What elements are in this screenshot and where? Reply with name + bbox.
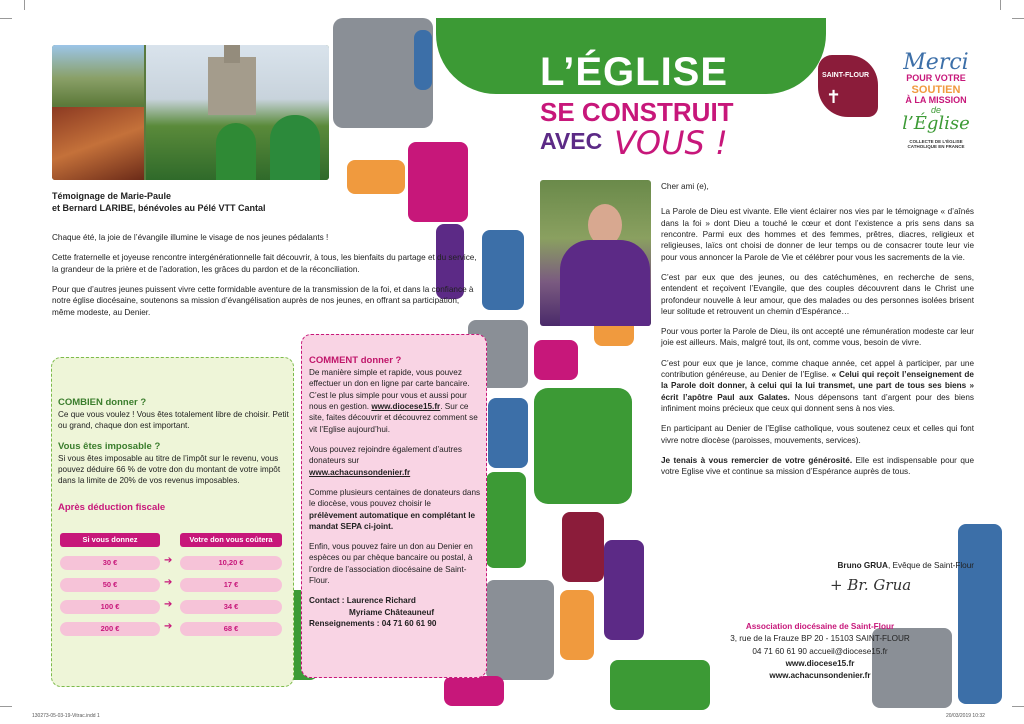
comment-p3-bold: prélèvement automatique en complétant le mandat SEPA ci-joint. (309, 510, 476, 531)
testimony-text (52, 232, 482, 327)
soutien-text: SOUTIEN (911, 83, 961, 96)
footer-street: 3, rue de la Frauze BP 20 - 15103 SAINT-FLOUR (730, 634, 910, 644)
bishop-title: , Evêque de Saint-Flour (887, 561, 974, 570)
combien-heading: COMBIEN donner ? (58, 397, 147, 408)
photo-church (146, 45, 329, 180)
comment-p2-text: Vous pouvez rejoindre également d’autres donateurs sur (309, 444, 462, 466)
letter-p4 (661, 358, 974, 415)
letter-greeting: Cher ami (e), (661, 182, 709, 191)
title-line-2: SE CONSTRUIT (540, 97, 734, 127)
diocese-logo-text: SAINT-FLOUR (822, 72, 870, 79)
comment-p3 (309, 487, 481, 532)
signature: + Br. Grua (830, 576, 912, 594)
footer-contact: 04 71 60 61 90 accueil@diocese15.fr (752, 646, 888, 656)
crop-mark (24, 0, 25, 10)
combien-text: Ce que vous voulez ! Vous êtes totalement libre de choisir. Petit ou grand, chaque don est important. (58, 410, 289, 431)
title-vous: VOUS ! (614, 124, 728, 162)
table-header-give: Si vous donnez (60, 533, 160, 547)
comment-p2 (309, 444, 481, 478)
comment-heading: COMMENT donner ? (309, 355, 402, 366)
diocese-link[interactable]: www.diocese15.fr (371, 402, 441, 412)
comment-p1-text: De manière simple et rapide, vous pouvez effectuer un don en ligne par carte bancaire. C’est le plus simple pour vous et aussi pour nous en gestion. (309, 368, 470, 412)
arrow-right-icon: ➔ (164, 555, 173, 566)
table-cell-cost: 68 € (180, 622, 282, 636)
letter-p4-quote: « Celui qui reçoit l’enseignement de la Parole doit donner, à celui qui la lui transmet, une part de tous ses biens » écrit l’apôtre Paul aux Galates. (661, 370, 974, 402)
comment-p4: Enfin, vous pouvez faire un don au Denier en espèces ou par chèque bancaire ou postal, à l’ordre de l’association diocésaine de Saint-Flour. (309, 542, 473, 586)
arrow-right-icon: ➔ (164, 621, 173, 632)
diocese-logo (818, 55, 878, 117)
achacun-link[interactable]: www.achacunsondenier.fr (309, 467, 411, 477)
imposable-heading: Vous êtes imposable ? (58, 440, 161, 452)
crop-mark (0, 706, 12, 707)
footer-org: Association diocésaine de Saint-Flour (745, 622, 895, 631)
comment-content (309, 354, 481, 629)
table-cell-give: 200 € (60, 622, 160, 636)
letter-signoff (780, 560, 974, 571)
crop-mark (1012, 18, 1024, 19)
arrow-right-icon: ➔ (164, 599, 173, 610)
print-mark-left: 130273-05-03-19-Vitrac.indd 1 (32, 713, 100, 719)
letter-p1: La Parole de Dieu est vivante. Elle vient éclairer nos vies par le témoignage « d’aînés dans la foi » dont Dieu a touché le cœur et dont l’existence a pris sens dans sa rencontre. Parmi eux des hommes et des femmes, prêtres, diacres, religieux et religieuses, laïcs ont choisi de donner de leur temps ou de consacrer toute leur vie pour vous annoncer la Parole de Vie et célébrer pour vous les sacrements de la vie. (661, 207, 974, 262)
mission-text: À LA MISSION (905, 94, 967, 105)
print-mark-right: 20/03/2019 10:32 (946, 713, 985, 719)
table-cell-give: 50 € (60, 578, 160, 592)
merci-text: Merci (903, 50, 969, 75)
testimony-p2: Cette fraternelle et joyeuse rencontre intergénérationnelle fait découvrir, à tous, les bienfaits du partage et du service, la grandeur de la prière et de l’adoration, les grâces du pardon et de la réconciliation. (52, 253, 477, 274)
letter-p3: Pour vous porter la Parole de Dieu, ils ont accepté une rémunération modeste car leur joie est ailleurs. Mais, malgré tout, ils ont, comme vous, besoin de vivre. (661, 327, 974, 348)
letter-p2: C’est par eux que des jeunes, ou des catéchumènes, en recherche de sens, entendent et reçoivent l’Evangile, que des couples découvrent dans le Christ une profondeur nouvelle à leur amour, que des malades ou des personnes isolées brisent leur solitude et retrouvent un chemin d’Espérance… (661, 272, 974, 316)
letter-p4-end: Nous dépensons tant d’argent pour des biens infiniment moins précieux que ceux qui donnent sens à nos vies. (661, 392, 975, 413)
contact-line-2: Myriame Châteauneuf (349, 607, 435, 617)
phone-line: Renseignements : 04 71 60 61 90 (309, 619, 437, 629)
letter-p6 (661, 455, 974, 478)
photo-youth-group (52, 45, 144, 105)
merci-logo (896, 52, 976, 150)
title-avec: AVEC (540, 128, 603, 154)
letter-p5: En participant au Denier de l’Eglise catholique, vous soutenez ceux et celles qui font vivre notre diocèse (paroisses, mouvements, services). (661, 424, 974, 445)
table-cell-give: 100 € (60, 600, 160, 614)
de-text: de (930, 104, 941, 115)
combien-content (58, 390, 290, 514)
crop-mark (1012, 706, 1024, 707)
comment-p3-text: Comme plusieurs centaines de donateurs dans le diocèse, vous pouvez choisir le (309, 487, 481, 509)
testimony-block (52, 190, 312, 229)
arrow-right-icon: ➔ (164, 577, 173, 588)
comment-p1 (309, 367, 481, 435)
eglise-text: l’Église (902, 112, 970, 134)
comment-p1-end: . Sur ce site, faites découvrir et découvrez comment se vit l’Eglise aujourd’hui. (309, 402, 478, 434)
table-cell-cost: 34 € (180, 600, 282, 614)
deduction-heading: Après déduction fiscale (58, 501, 166, 513)
letter-p6-text: Elle est indispensable pour que votre Eglise vive et continue sa mission d’Espérance auprès de tous. (661, 455, 974, 477)
table-header-cost: Votre don vous coûtera (180, 533, 282, 547)
letter-p6-bold: Je tenais à vous remercier de votre générosité. (661, 455, 853, 465)
table-cell-cost: 10,20 € (180, 556, 282, 570)
collecte-text: COLLECTE DE L’ÉGLISE CATHOLIQUE EN FRANCE (907, 138, 965, 150)
photo-bishop (540, 180, 651, 326)
imposable-text: Si vous êtes imposable au titre de l’impôt sur le revenu, vous pouvez déduire 66 % de votre don du montant de votre impôt dans la limite de 20% de vos revenus imposables. (58, 453, 281, 486)
letter-p4-text: C’est pour eux que je lance, comme chaque année, cet appel à participer, par une contribution généreuse, au Denier de l’Eglise. (661, 358, 974, 380)
cross-icon: ✝ (826, 87, 842, 107)
table-cell-give: 30 € (60, 556, 160, 570)
footer-web1[interactable]: www.diocese15.fr (785, 658, 855, 668)
photo-collage (52, 45, 329, 180)
testimony-p3: Pour que d’autres jeunes puissent vivre cette formidable aventure de la transmission de la foi, et dans la confiance à notre église diocésaine, soutenons sa mission d’évangélisation auprès de nos jeunes, en offrant sa participation, même modeste, au Denier. (52, 284, 474, 317)
bishop-name: Bruno GRUA (837, 561, 888, 570)
photo-dinner (52, 107, 144, 180)
pour-votre-text: POUR VOTRE (906, 73, 966, 83)
footer-address (700, 621, 940, 682)
title-line-1: L’ÉGLISE (540, 50, 729, 94)
footer-web2[interactable]: www.achacunsondenier.fr (769, 671, 871, 681)
table-cell-cost: 17 € (180, 578, 282, 592)
testimony-heading: Témoignage de Marie-Paule et Bernard LARIBE, bénévoles au Pélé VTT Cantal (52, 191, 266, 214)
crop-mark (0, 18, 12, 19)
testimony-p1: Chaque été, la joie de l’évangile illumine le visage de nos jeunes pédalants ! (52, 233, 329, 242)
letter (661, 181, 974, 487)
contact-line: Contact : Laurence Richard (309, 596, 416, 606)
crop-mark (1000, 0, 1001, 10)
